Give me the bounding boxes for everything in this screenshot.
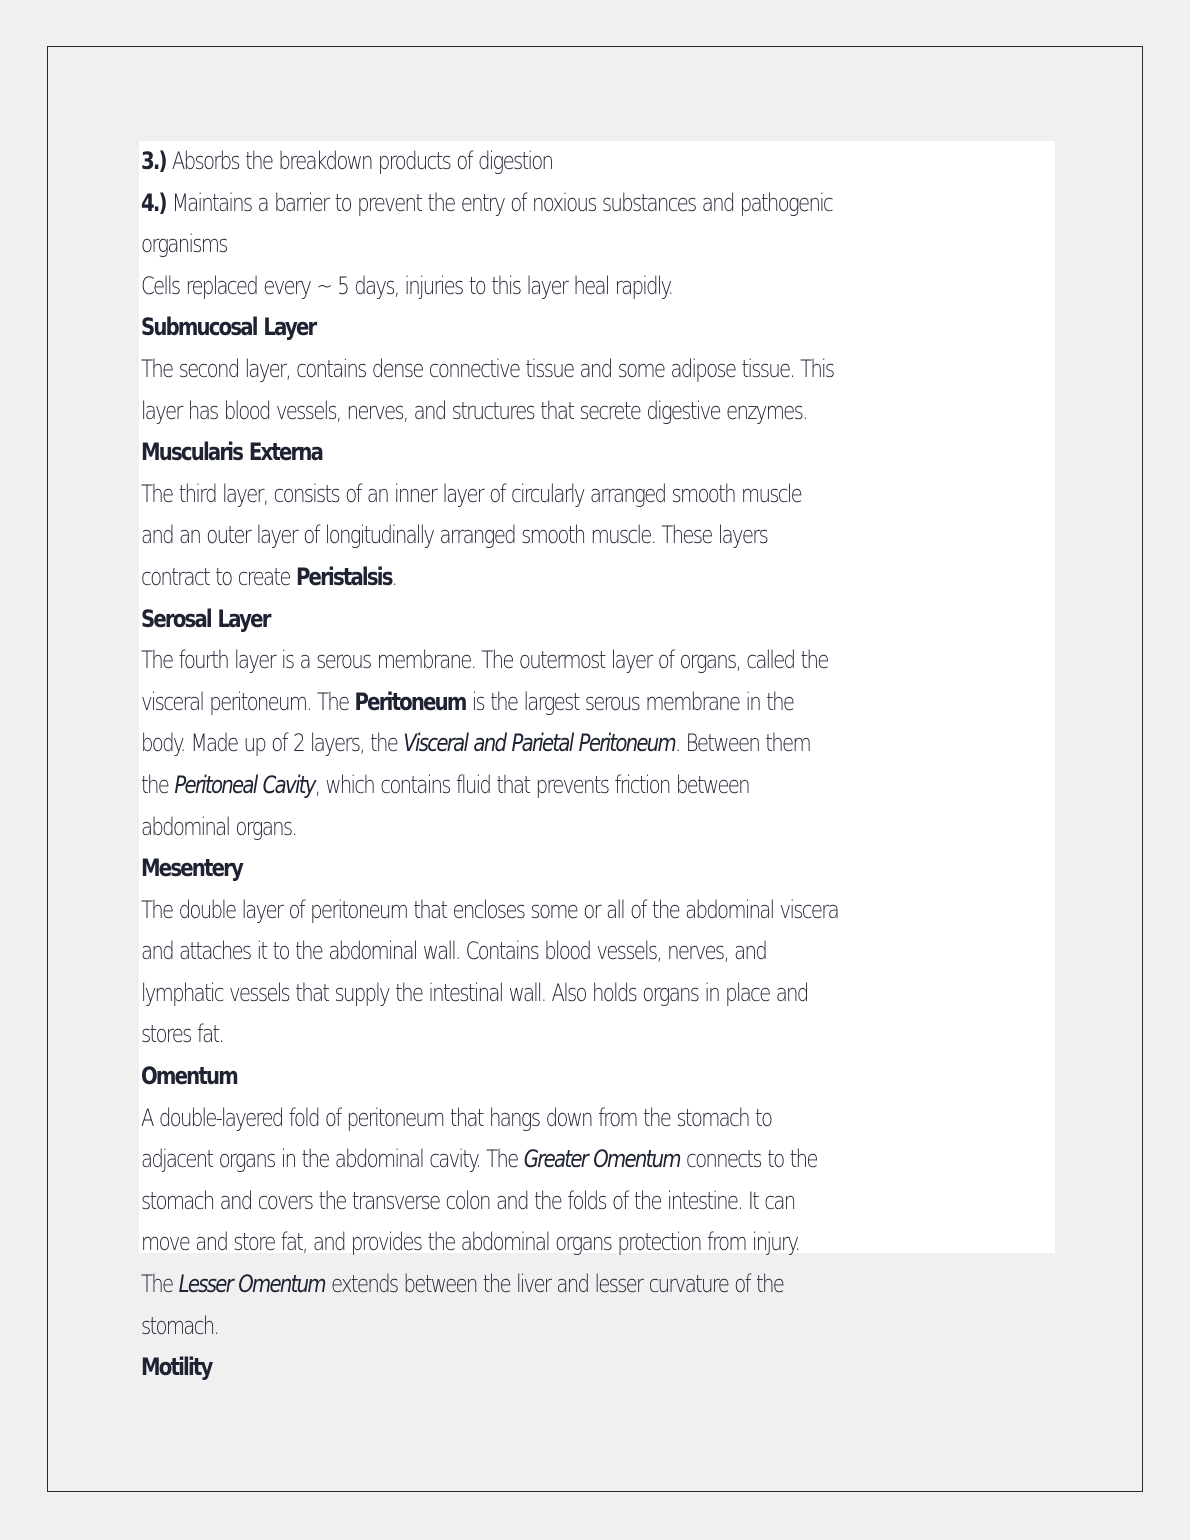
italic-term-greater-omentum: Greater Omentum xyxy=(523,1145,680,1174)
list-number: 4.) xyxy=(141,188,166,217)
italic-term-visceral-parietal: Visceral and Parietal Peritoneum xyxy=(403,729,675,758)
paragraph-line: stores fat. xyxy=(141,1020,223,1049)
list-text: Maintains a barrier to prevent the entry of noxious substances and pathogenic xyxy=(165,188,833,217)
paragraph-line: The fourth layer is a serous membrane. The outermost layer of organs, called the xyxy=(141,646,828,675)
heading-motility: Motility xyxy=(141,1353,212,1382)
text-run: is the largest serous membrane in the xyxy=(465,687,794,716)
heading-mesentery: Mesentery xyxy=(141,854,243,883)
list-item-4 xyxy=(141,183,1055,225)
list-text: Absorbs the breakdown products of digestion xyxy=(165,147,553,175)
text-run: connects to the xyxy=(679,1145,817,1174)
text-run: , which contains fluid that prevents friction between xyxy=(314,770,749,799)
text-run: body. Made up of 2 layers, the xyxy=(141,729,404,758)
paragraph-line: The double layer of peritoneum that encloses some or all of the abdominal viscera xyxy=(141,895,838,924)
paragraph-line xyxy=(141,682,1055,724)
paragraph-line: The second layer, contains dense connective tissue and some adipose tissue. This xyxy=(141,354,834,383)
paragraph-line xyxy=(141,557,1055,599)
paragraph-line: stomach. xyxy=(141,1311,219,1340)
italic-term-lesser-omentum: Lesser Omentum xyxy=(178,1270,325,1299)
list-number: 3.) xyxy=(141,147,166,175)
text-run: The xyxy=(141,1270,179,1299)
paragraph-line: lymphatic vessels that supply the intestinal wall. Also holds organs in place and xyxy=(141,978,808,1007)
heading-submucosal-layer: Submucosal Layer xyxy=(141,313,316,342)
text-run: contract to create xyxy=(141,562,296,591)
text-run: visceral peritoneum. The xyxy=(141,687,355,716)
paragraph-line xyxy=(141,723,1055,765)
text-body xyxy=(139,141,1055,1382)
paragraph-line: stomach and covers the transverse colon and the folds of the intestine. It can xyxy=(141,1186,795,1215)
text-run: . Between them xyxy=(674,729,810,758)
paragraph-line: organisms xyxy=(141,230,227,259)
paragraph-line: and an outer layer of longitudinally arranged smooth muscle. These layers xyxy=(141,521,768,550)
paragraph-line: layer has blood vessels, nerves, and structures that secrete digestive enzymes. xyxy=(141,396,807,425)
paragraph-line: and attaches it to the abdominal wall. Contains blood vessels, nerves, and xyxy=(141,937,767,966)
paragraph-line: Cells replaced every ~ 5 days, injuries to this layer heal rapidly. xyxy=(141,271,673,300)
bold-term-peritoneum: Peritoneum xyxy=(354,687,466,716)
text-run: the xyxy=(141,770,175,799)
italic-term-peritoneal-cavity: Peritoneal Cavity xyxy=(174,770,315,799)
text-run: extends between the liver and lesser curvature of the xyxy=(324,1270,784,1299)
paragraph-line: abdominal organs. xyxy=(141,812,296,841)
heading-muscularis-externa: Muscularis Externa xyxy=(141,438,323,467)
heading-serosal-layer: Serosal Layer xyxy=(141,604,270,633)
paragraph-line: A double-layered fold of peritoneum that hangs down from the stomach to xyxy=(141,1103,772,1132)
paragraph-line xyxy=(141,1264,1055,1306)
heading-omentum: Omentum xyxy=(141,1062,237,1091)
paragraph-line: The third layer, consists of an inner layer of circularly arranged smooth muscle xyxy=(141,479,801,508)
paragraph-line xyxy=(141,765,1055,807)
paragraph-line: move and store fat, and provides the abdominal organs protection from injury. xyxy=(141,1228,799,1257)
document-page xyxy=(47,46,1143,1492)
paragraph-line xyxy=(141,1139,1055,1181)
text-run: . xyxy=(391,562,397,591)
bold-term-peristalsis: Peristalsis xyxy=(295,562,392,591)
list-item-3 xyxy=(141,141,1055,183)
text-run: adjacent organs in the abdominal cavity. The xyxy=(141,1145,524,1174)
